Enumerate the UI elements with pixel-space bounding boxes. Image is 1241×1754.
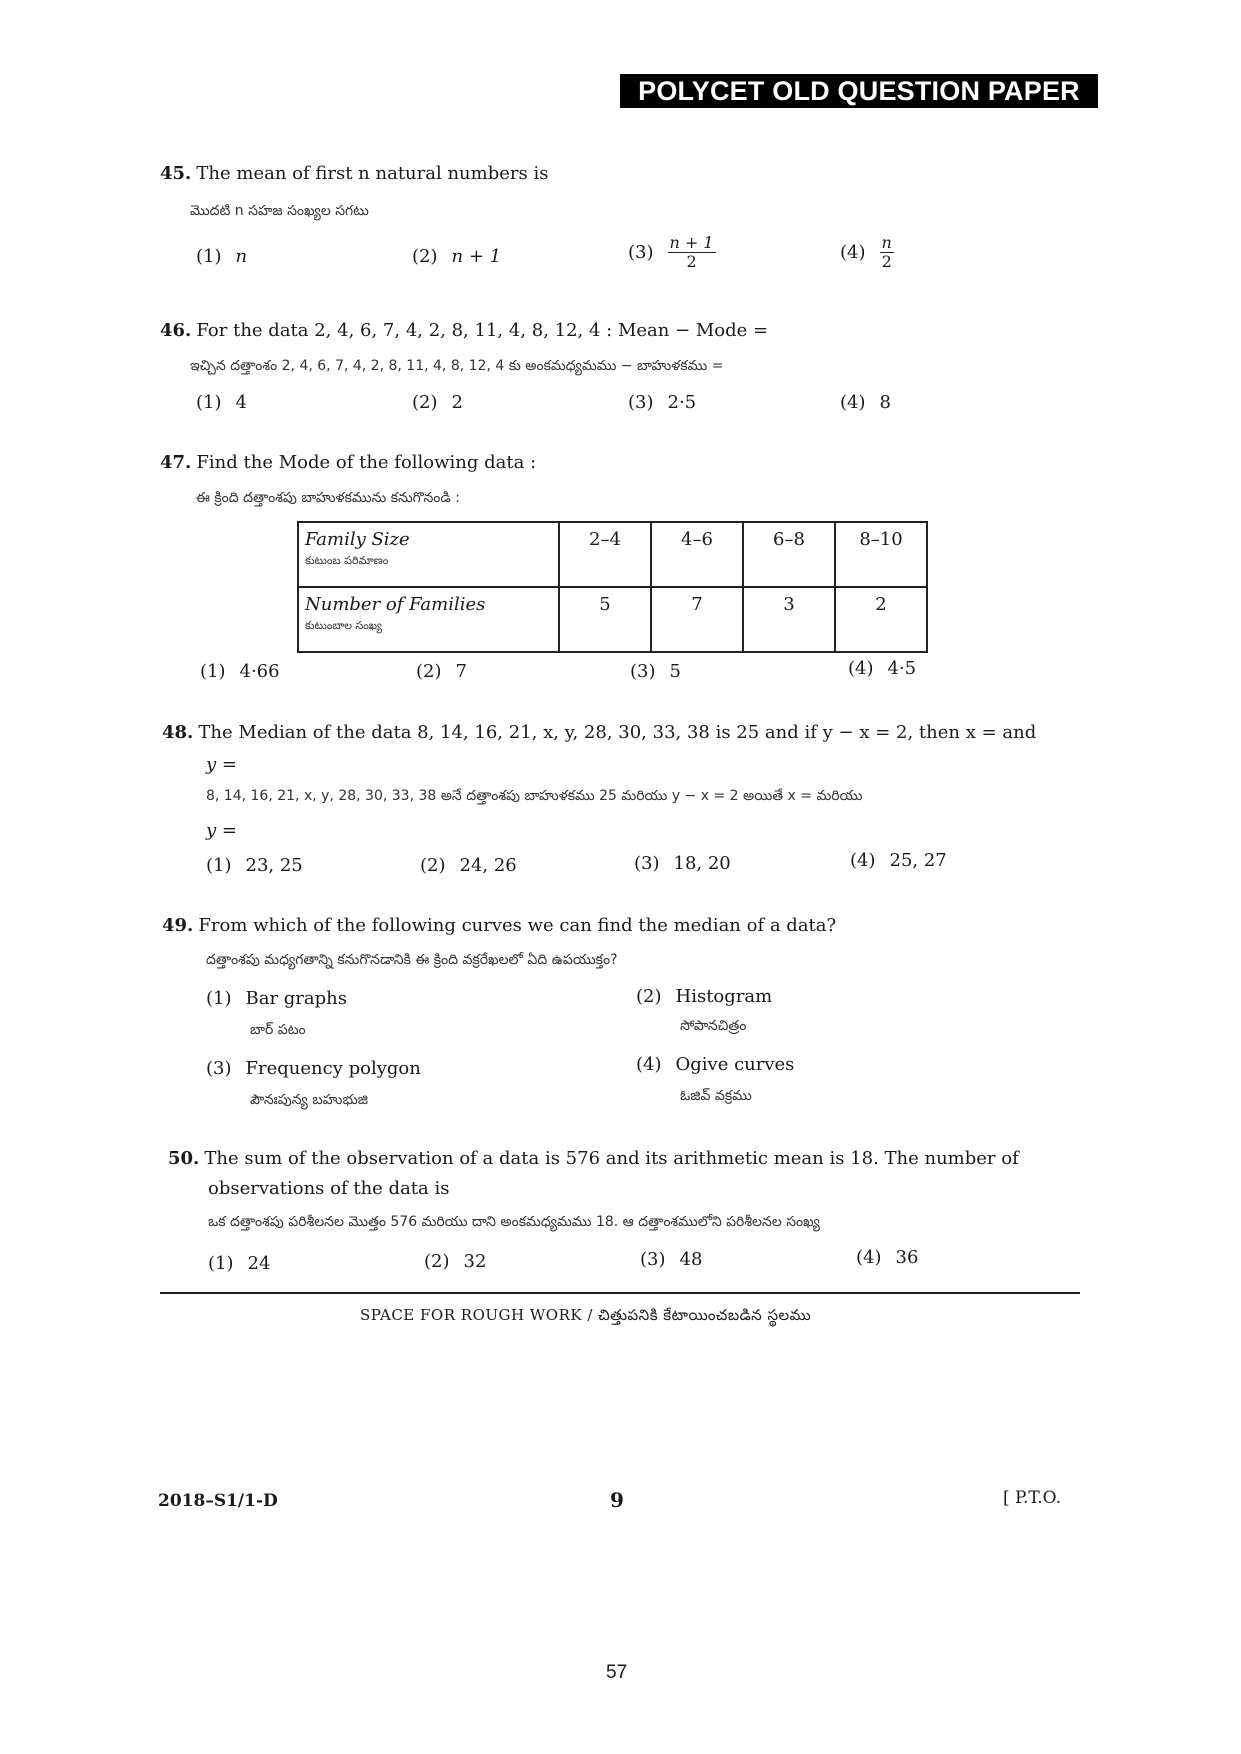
option-2: (2) Histogram	[636, 986, 773, 1007]
data-table	[297, 521, 928, 653]
question-number: 45.	[160, 163, 192, 184]
option-1-telugu: బార్ పటం	[250, 1022, 306, 1038]
option-1: (1) Bar graphs	[206, 988, 347, 1009]
table-cell: 7	[651, 587, 743, 652]
option-3: (3) 5	[630, 661, 681, 682]
question-text: From which of the following curves we can find the median of a data?	[198, 915, 837, 936]
question-text: The sum of the observation of a data is 576 and its arithmetic mean is 18. The number of	[204, 1148, 1019, 1169]
question-number: 50.	[168, 1148, 200, 1169]
question-text-continued: observations of the data is	[208, 1178, 450, 1199]
table-cell: 2–4	[559, 522, 651, 587]
table-row	[298, 522, 927, 587]
page-number: 9	[610, 1488, 624, 1512]
question-number: 47.	[160, 452, 192, 473]
question-telugu: ఒక దత్తాంశపు పరిశీలనల మొత్తం 576 మరియు దాని అంకమధ్యమము 18. ఆ దత్తాంశములోని పరిశీలనల సంఖ్య	[208, 1214, 820, 1230]
table-row-label: Family Size కుటుంబ పరిమాణం	[298, 522, 559, 587]
fraction: $\frac{n}{2}$	[881, 233, 892, 271]
pto-label: [ P.T.O.	[1003, 1488, 1062, 1508]
question-text: The Median of the data 8, 14, 16, 21, x, y, 28, 30, 33, 38 is 25 and if y − x = 2, then x = and	[198, 722, 1037, 743]
question-number: 49.	[162, 915, 194, 936]
question-telugu: 8, 14, 16, 21, x, y, 28, 30, 33, 38 అనే దత్తాంశపు బాహుళకము 25 మరియు y − x = 2 అయితే x = మరియు	[206, 788, 863, 804]
option-1: (1) 23, 25	[206, 855, 303, 876]
question-49	[162, 915, 836, 936]
option-4-telugu: ఓజివ్ వక్రము	[680, 1088, 752, 1104]
option-3: (3) 18, 20	[634, 853, 731, 874]
question-46	[160, 320, 768, 341]
option-2: (2) 24, 26	[420, 855, 517, 876]
paper-code: 2018–S1/1-D	[158, 1491, 278, 1511]
option-2-telugu: సోపానచిత్రం	[680, 1018, 747, 1034]
option-2: (2) 32	[424, 1251, 487, 1272]
question-47	[160, 452, 536, 473]
question-telugu: దత్తాంశపు మధ్యగతాన్ని కనుగొనడానికి ఈ క్రింది వక్రరేఖలలో ఏది ఉపయుక్తం?	[206, 952, 618, 968]
option-4: (4) $\frac{n}{2}$	[840, 233, 892, 271]
question-telugu-continued: y =	[206, 820, 237, 841]
header-banner: POLYCET OLD QUESTION PAPER	[620, 74, 1098, 108]
option-1: (1) 4	[196, 392, 247, 413]
table-cell: 8–10	[835, 522, 927, 587]
option-4: (4) 8	[840, 392, 891, 413]
option-2: (2) n + 1	[412, 246, 502, 267]
option-1: (1) 4·66	[200, 661, 280, 682]
bottom-page-number: 57	[606, 1662, 628, 1683]
option-2: (2) 7	[416, 661, 467, 682]
question-telugu: ఈ క్రింది దత్తాంశపు బాహుళకమును కనుగొనండి :	[196, 490, 460, 506]
question-telugu: ఇచ్చిన దత్తాంశం 2, 4, 6, 7, 4, 2, 8, 11, 4, 8, 12, 4 కు అంకమధ్యమము − బాహుళకము =	[190, 358, 724, 374]
question-45	[160, 163, 548, 184]
question-50	[168, 1148, 1088, 1169]
table-row	[298, 587, 927, 652]
question-number: 48.	[162, 722, 194, 743]
option-4: (4) 4·5	[848, 658, 917, 679]
option-3: (3) 2·5	[628, 392, 697, 413]
table-cell: 3	[743, 587, 835, 652]
table-cell: 5	[559, 587, 651, 652]
question-telugu: మొదటి n సహజ సంఖ్యల సగటు	[190, 203, 369, 219]
question-number: 46.	[160, 320, 192, 341]
table-cell: 4–6	[651, 522, 743, 587]
option-2: (2) 2	[412, 392, 463, 413]
option-3: (3) 48	[640, 1249, 703, 1270]
option-4: (4) 25, 27	[850, 850, 947, 871]
question-text: Find the Mode of the following data :	[196, 452, 537, 473]
divider	[160, 1292, 1080, 1294]
option-3-telugu: పౌనఃపున్య బహుభుజి	[250, 1092, 369, 1108]
question-text-continued: y =	[206, 754, 237, 775]
option-1: (1) 24	[208, 1253, 271, 1274]
rough-work-label: SPACE FOR ROUGH WORK / చిత్తుపనికి కేటాయించబడిన స్థలము	[360, 1306, 812, 1324]
option-3: (3) $\frac{n + 1}{2}$	[628, 233, 714, 271]
table-cell: 6–8	[743, 522, 835, 587]
option-1: (1) n	[196, 246, 248, 267]
fraction: $\frac{n + 1}{2}$	[669, 233, 714, 271]
question-48	[162, 722, 1082, 743]
question-text: The mean of first n natural numbers is	[196, 163, 549, 184]
table-cell: 2	[835, 587, 927, 652]
option-3: (3) Frequency polygon	[206, 1058, 421, 1079]
option-4: (4) 36	[856, 1247, 919, 1268]
option-4: (4) Ogive curves	[636, 1054, 795, 1075]
question-text: For the data 2, 4, 6, 7, 4, 2, 8, 11, 4, 8, 12, 4 : Mean − Mode =	[196, 320, 769, 341]
table-row-label: Number of Families కుటుంబాల సంఖ్య	[298, 587, 559, 652]
